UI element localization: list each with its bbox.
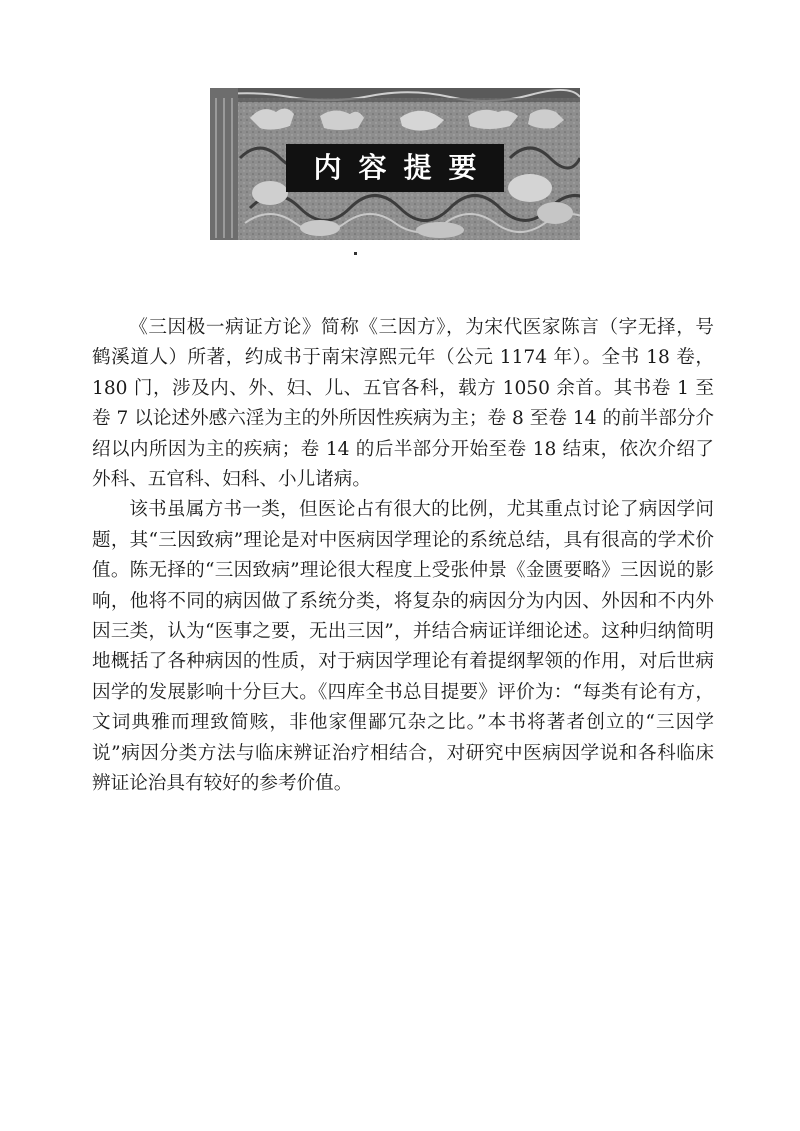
summary-text xyxy=(92,313,714,800)
header-banner xyxy=(210,88,580,240)
page-title: 内容提要 xyxy=(286,144,504,192)
paragraph-1: 《三因极一病证方论》简称《三因方》，为宋代医家陈言（字无择，号鹤溪道人）所著，约成书于南宋淳熙元年（公元 1174 年）。全书 18 卷，180 门，涉及内、外、妇、儿、五官各科，载方 1050 余首。其书卷 1 至卷 7 以论述外感六淫为主的外所因性疾病为主；卷 8 至卷 14 的前半部分介绍以内所因为主的疾病；卷 14 的后半部分开始至卷 18 结束，依次介绍了外科、五官科、妇科、小儿诸病。 xyxy=(92,317,715,491)
decorative-dot xyxy=(354,252,357,255)
paragraph-2: 该书虽属方书一类，但医论占有很大的比例，尤其重点讨论了病因学问题，其“三因致病”理论是对中医病因学理论的系统总结，具有很高的学术价值。陈无择的“三因致病”理论很大程度上受张仲景《金匮要略》三因说的影响，他将不同的病因做了系统分类，将复杂的病因分为内因、外因和不内外因三类，认为“医事之要，无出三因”，并结合病证详细论述。这种归纳简明地概括了各种病因的性质，对于病因学理论有着提纲挈领的作用，对后世病因学的发展影响十分巨大。《四库全书总目提要》评价为：“每类有论有方，文词典雅而理致简赅，非他家俚鄙冗杂之比。”本书将著者创立的“三因学说”病因分类方法与临床辨证治疗相结合，对研究中医病因学说和各科临床辨证论治具有较好的参考价值。 xyxy=(92,499,714,795)
